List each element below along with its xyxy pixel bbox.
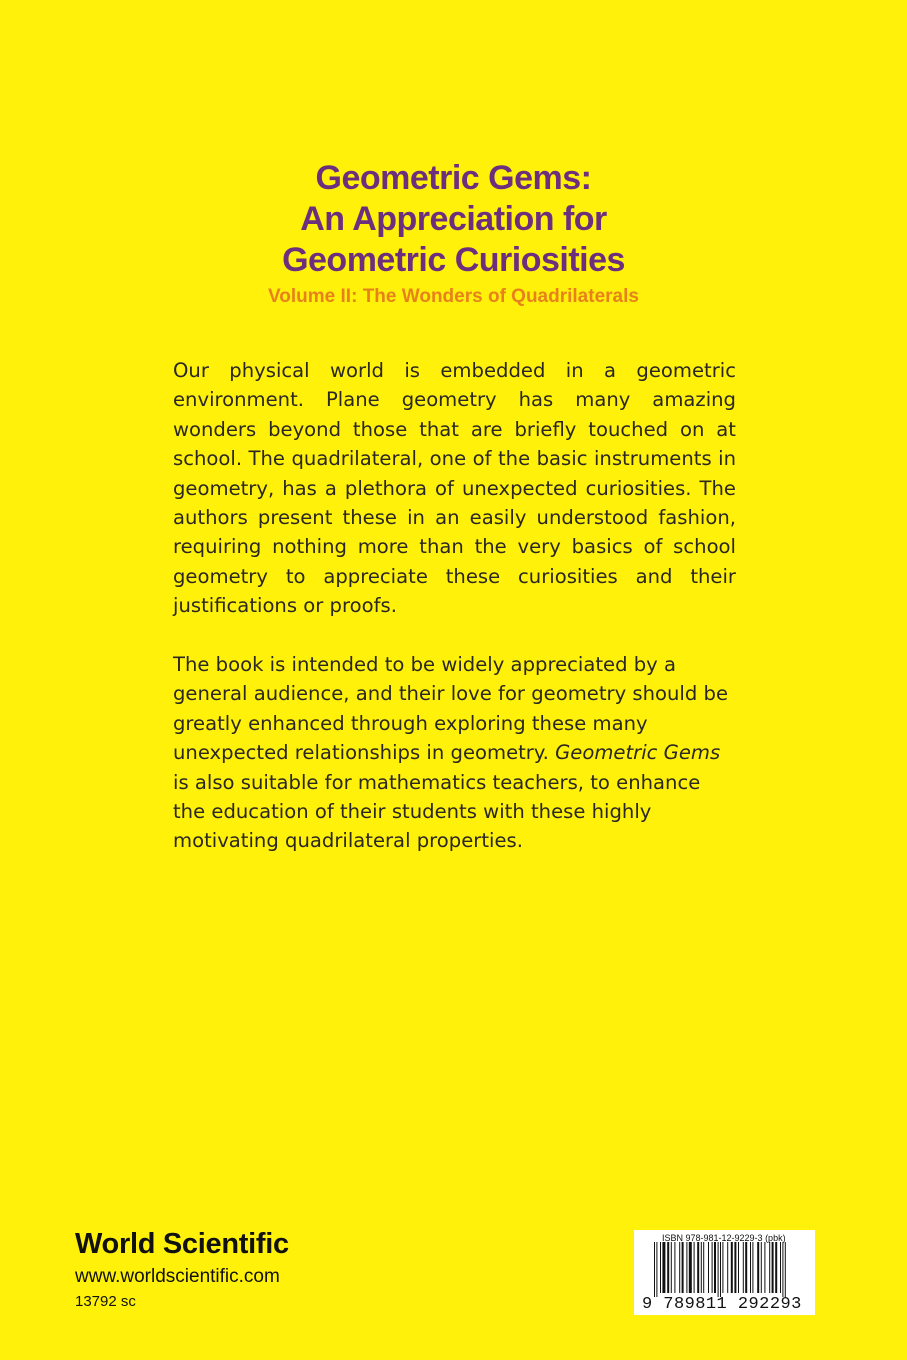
- barcode-bar: [772, 1242, 774, 1293]
- barcode-bar: [660, 1242, 661, 1293]
- barcode-bar: [738, 1242, 739, 1293]
- barcode-bar: [764, 1242, 765, 1293]
- barcode-bar: [782, 1242, 783, 1297]
- barcode-bar: [662, 1242, 665, 1293]
- barcode-bar: [761, 1242, 762, 1293]
- barcode-bar: [752, 1242, 753, 1293]
- book-title-line-3: Geometric Curiosities: [282, 241, 625, 279]
- barcode-bar: [697, 1242, 699, 1293]
- publisher-name: World Scientific: [75, 1228, 289, 1260]
- book-subtitle: Volume II: The Wonders of Quadrilaterals: [268, 286, 639, 307]
- blurb-book-title-italic: Geometric Gems: [555, 741, 721, 765]
- barcode-bar: [694, 1242, 695, 1293]
- blurb-paragraph-1: Our physical world is embedded in a geometric environment. Plane geometry has many amazing wonders beyond those that are briefly touched on at school. The quadrilateral, one of the basic instruments in geometry, has a plethora of unexpected curiosities. The authors present these in an easily understood fashion, requiring nothing more than the very basics of school geometry to appreciate these curiosities and their justifications or proofs.: [173, 359, 736, 618]
- barcode-bar: [667, 1242, 669, 1293]
- barcode-bar: [656, 1242, 657, 1297]
- barcode-box: [634, 1230, 815, 1315]
- barcode-bar: [743, 1242, 744, 1293]
- book-title-line-1: Geometric Gems:: [315, 159, 592, 197]
- barcode-bar: [679, 1242, 680, 1293]
- book-title-line-2: An Appreciation for: [300, 200, 607, 238]
- barcode-bar: [785, 1242, 786, 1297]
- isbn-label: ISBN 978-981-12-9229-3 (pbk): [662, 1233, 786, 1243]
- barcode-bar: [720, 1242, 721, 1297]
- barcode-bar: [727, 1242, 728, 1293]
- barcode-bar: [780, 1242, 781, 1293]
- barcode-bar: [757, 1242, 759, 1293]
- barcode-bar: [674, 1242, 675, 1293]
- barcode-bar: [686, 1242, 687, 1293]
- barcode-bar: [769, 1242, 770, 1293]
- barcode-bar: [703, 1242, 704, 1293]
- barcode-bar: [671, 1242, 672, 1293]
- publisher-block: [75, 1226, 289, 1312]
- barcode-bar: [718, 1242, 719, 1297]
- barcode-bar: [745, 1242, 747, 1293]
- barcode-bar: [712, 1242, 713, 1293]
- barcode-bar: [722, 1242, 723, 1293]
- title-block: [0, 158, 907, 309]
- publisher-code: 13792 sc: [75, 1293, 136, 1310]
- barcode-bar: [731, 1242, 733, 1293]
- publisher-url: www.worldscientific.com: [75, 1266, 280, 1287]
- barcode-bar: [689, 1242, 692, 1293]
- back-cover-blurb: [173, 356, 736, 885]
- barcode-bar: [708, 1242, 709, 1293]
- barcode-bar: [682, 1242, 684, 1293]
- barcode-digits: 9 789811 292293: [642, 1295, 802, 1314]
- barcode-bar: [714, 1242, 716, 1293]
- blurb-paragraph-2-text-b: is also suitable for mathematics teachers, to enhance the education of their students with these highly motivating quadrilateral properties.: [173, 770, 701, 853]
- blurb-paragraph-2-text-a: The book is intended to be widely appreciated by a general audience, and their love for geometry should be greatly enhanced through exploring these many unexpected relationships in geometry.: [173, 653, 729, 765]
- barcode-bar: [701, 1242, 702, 1293]
- blurb-paragraph-2: [173, 650, 736, 856]
- barcode-bar: [775, 1242, 777, 1293]
- barcode-bar: [750, 1242, 751, 1293]
- barcode-bar: [734, 1242, 736, 1293]
- barcode-bar: [654, 1242, 655, 1297]
